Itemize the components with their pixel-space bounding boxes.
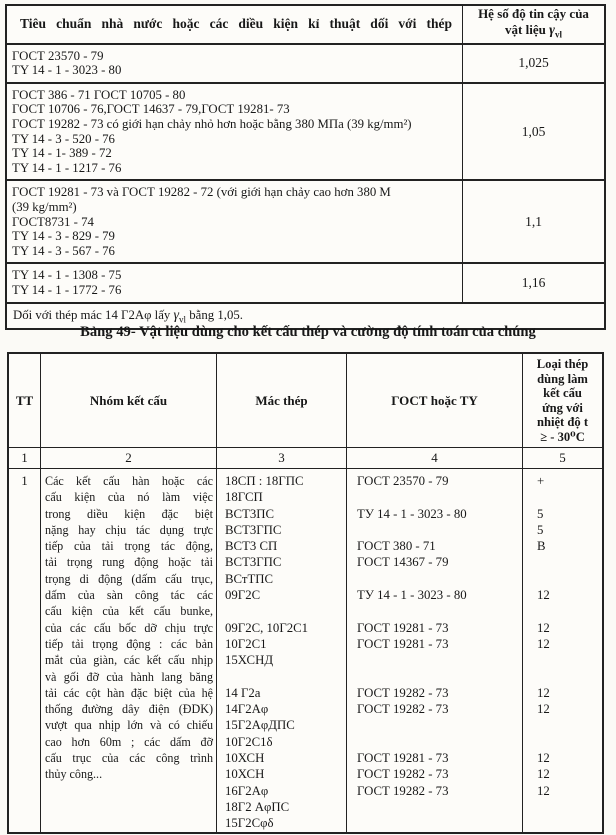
table-row [7,82,604,180]
table-49-header [9,354,602,447]
standards-header-cell [7,6,463,43]
coefficient-header-line2: vật liệu $\gamma_{vl}$ [505,21,562,40]
column-index: 2 [41,448,217,468]
coefficient-value: 1,16 [521,274,546,290]
coefficient-value: 1,025 [518,55,549,71]
column-index: 3 [217,448,347,468]
table-49 [7,352,604,834]
gamma-symbol: γ [549,22,555,38]
header-steel-type: Loại thép dùng làm kết cấu ứng với nhiệt độ t ≥ - 30⁰C [536,357,589,444]
table-49-body-row [9,469,602,832]
table-row [7,179,604,262]
reliability-table [5,4,606,330]
standard-cell: ГОСТ 23570 - 79 ТУ 14 - 1 - 3023 - 80 ГОСТ 380 - 71 ГОСТ 14367 - 79 ТУ 14 - 1 - 3023 - 80 ГОСТ 19281 - 73 ГОСТ 19281 - 73 ГОСТ 19282 - 73 ГОСТ 19282 - 73 ГОСТ 19281 - 73 ГОСТ 19282 - 73 ГОСТ 19282 - 73 [347,469,523,832]
standards-cell: ГОСТ 23570 - 79 TY 14 - 1 - 3023 - 80 [7,45,463,82]
gamma-subscript: vl [179,314,187,325]
table-footnote: Dối với thép mác 14 Г2Аφ lấy $\gamma_{vl}$ bằng 1,05. [7,302,604,329]
coefficient-header-cell [463,6,604,43]
header-tt: TT [9,354,41,447]
table-row [7,262,604,301]
gamma-symbol: γ [173,307,180,323]
standards-cell: TY 14 - 1 - 1308 - 75 TY 14 - 1 - 1772 - 76 [7,264,463,301]
standards-cell: ГОСТ 19281 - 73 và ГОСТ 19282 - 72 (với giới hạn chảy cao hơn 380 М (39 kg/mm²) ГОСТ8731 - 74 TY 14 - 3 - 829 - 79 TY 14 - 3 - 567 - 76 [7,181,463,262]
gamma-subscript: vl [554,29,562,40]
standards-cell: ГОСТ 386 - 71 ГОСТ 10705 - 80 ГОСТ 10706 - 76,ГОСТ 14637 - 79,ГОСТ 19281- 73 ГОСТ 19282 - 73 có giới hạn chảy nhỏ hơn hoặc bằng 380 МПа (39 kg/mm²) TY 14 - 3 - 520 - 76 TY 14 - 1- 389 - 72 TY 14 - 1 - 1217 - 76 [7,84,463,180]
header-gost-ty: ГОСТ hoặc TY [347,354,523,447]
table-row [7,43,604,82]
steel-grade-cell: 18СП : 18ГПС 18ГСП ВСТ3ПС ВСТ3ГПС ВСТ3 СП ВСТ3ГПС ВСтТПС 09Г2С 09Г2С, 10Г2С1 10Г2С1 15ХСНД 14 Г2а 14Г2Аφ 15Г2АφДПС 10Г2С1δ 10ХСН 10ХСН 16Г2Аφ 18Г2 АφПС 15Г2Сφδ [217,469,347,832]
column-index: 4 [347,448,523,468]
row-number-cell: 1 [9,469,41,832]
coefficient-value: 1,05 [521,123,546,139]
steel-type-cell: + 5 5 B 12 12 12 12 12 12 12 12 [537,474,550,798]
standards-header-label: Tiêu chuẩn nhà nước hoặc các diều kiện kỉ thuật dối với thép [20,16,452,32]
table-49-caption: Bảng 49- Vật liệu dùng cho kết cấu thép và cường độ tính toán của chúng [80,324,536,340]
header-structure-group: Nhóm kết cấu [41,354,217,447]
column-index: 1 [9,448,41,468]
coefficient-header-line1: Hệ số độ tin cậy của [478,6,589,21]
structure-group-cell: Các kết cấu hàn hoặc các cấu kiện của nó làm việc trong diều kiện đặc biệt nặng hay chịu tác dụng trực tiếp của tải trọng tác động, tải trọng rung động hoặc tải trọng di động (dấm cấu trục, dấm của sàn công tác các cấu kiện của kết cấu bunke, của các cấu bốc dỡ chịu trực tiếp tải trọng động : các bản mắt của giàn, các kết cấu nhịp và gối đỡ của hành lang băng tải các cột hàn đặc biệt của hệ thống đường dây điện (ĐDK) vượt qua nhịp lớn và có chiếu cao hơn 60m ; các dấm đỡ cấu trục của các công trình thủy công... [41,469,217,832]
reliability-table-header [7,6,604,43]
header-steel-grade: Mác thép [217,354,347,447]
column-index: 5 [559,450,566,465]
column-index-row [9,447,602,469]
coefficient-value: 1,1 [525,213,542,229]
